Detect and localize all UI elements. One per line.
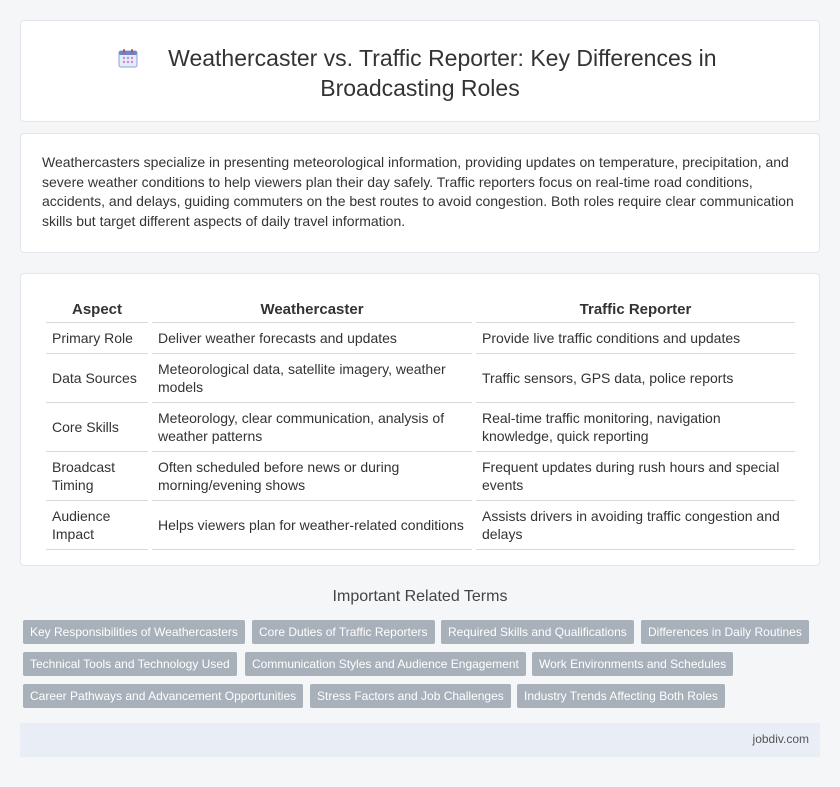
intro-paragraph: Weathercasters specialize in presenting meteorological information, providing updates on temperature, precipitation, and severe weather conditions to help viewers plan their day safely. Traffic reporters focus on real-time road conditions, accidents, and delays, guiding commuters on the best routes to avoid congestion. Both roles require clear communication skills but target different aspects of daily travel information. [42,154,794,229]
table-cell: Meteorological data, satellite imagery, weather models [152,354,472,403]
footer [20,723,820,757]
table-cell: Provide live traffic conditions and updates [476,323,795,354]
table-cell: Deliver weather forecasts and updates [152,323,472,354]
table-cell: Assists drivers in avoiding traffic congestion and delays [476,501,795,550]
related-terms-heading: Important Related Terms [332,588,508,605]
table-row [46,354,795,403]
table-cell: Data Sources [46,354,148,403]
intro-card [20,133,820,253]
table-cell: Primary Role [46,323,148,354]
page-title-line-2: Broadcasting Roles [320,75,520,101]
header-weathercaster: Weathercaster [152,293,472,323]
related-term-tag[interactable]: Communication Styles and Audience Engagement [245,652,526,676]
related-term-tag[interactable]: Differences in Daily Routines [641,620,809,644]
related-term-tag[interactable]: Required Skills and Qualifications [441,620,634,644]
related-term-tag[interactable]: Industry Trends Affecting Both Roles [517,684,725,708]
table-cell: Core Skills [46,403,148,452]
related-term-tag[interactable]: Stress Factors and Job Challenges [310,684,511,708]
table-header-row [46,293,795,323]
tag-row [23,620,823,652]
table-cell: Broadcast Timing [46,452,148,501]
table-row [46,501,795,550]
tag-row [23,652,823,684]
related-term-tag[interactable]: Career Pathways and Advancement Opportunities [23,684,303,708]
table-cell: Helps viewers plan for weather-related conditions [152,501,472,550]
table-cell: Frequent updates during rush hours and special events [476,452,795,501]
related-term-tag[interactable]: Core Duties of Traffic Reporters [252,620,435,644]
title-card [20,20,820,122]
table-cell: Traffic sensors, GPS data, police reports [476,354,795,403]
table-row [46,323,795,354]
related-term-tag[interactable]: Work Environments and Schedules [532,652,733,676]
table-row [46,452,795,501]
table-cell: Audience Impact [46,501,148,550]
comparison-table [42,293,799,550]
header-traffic-reporter: Traffic Reporter [476,293,795,323]
table-cell: Often scheduled before news or during morning/evening shows [152,452,472,501]
page-title [21,43,819,103]
related-terms-list [23,620,823,716]
header-aspect: Aspect [46,293,148,323]
footer-site-link[interactable]: jobdiv.com [752,732,809,746]
related-term-tag[interactable]: Technical Tools and Technology Used [23,652,237,676]
table-cell: Real-time traffic monitoring, navigation knowledge, quick reporting [476,403,795,452]
comparison-card [20,273,820,566]
tag-row [23,684,823,716]
table-cell: Meteorology, clear communication, analysis of weather patterns [152,403,472,452]
related-term-tag[interactable]: Key Responsibilities of Weathercasters [23,620,245,644]
table-row [46,403,795,452]
page-title-line-1: Weathercaster vs. Traffic Reporter: Key Differences in [168,45,717,71]
